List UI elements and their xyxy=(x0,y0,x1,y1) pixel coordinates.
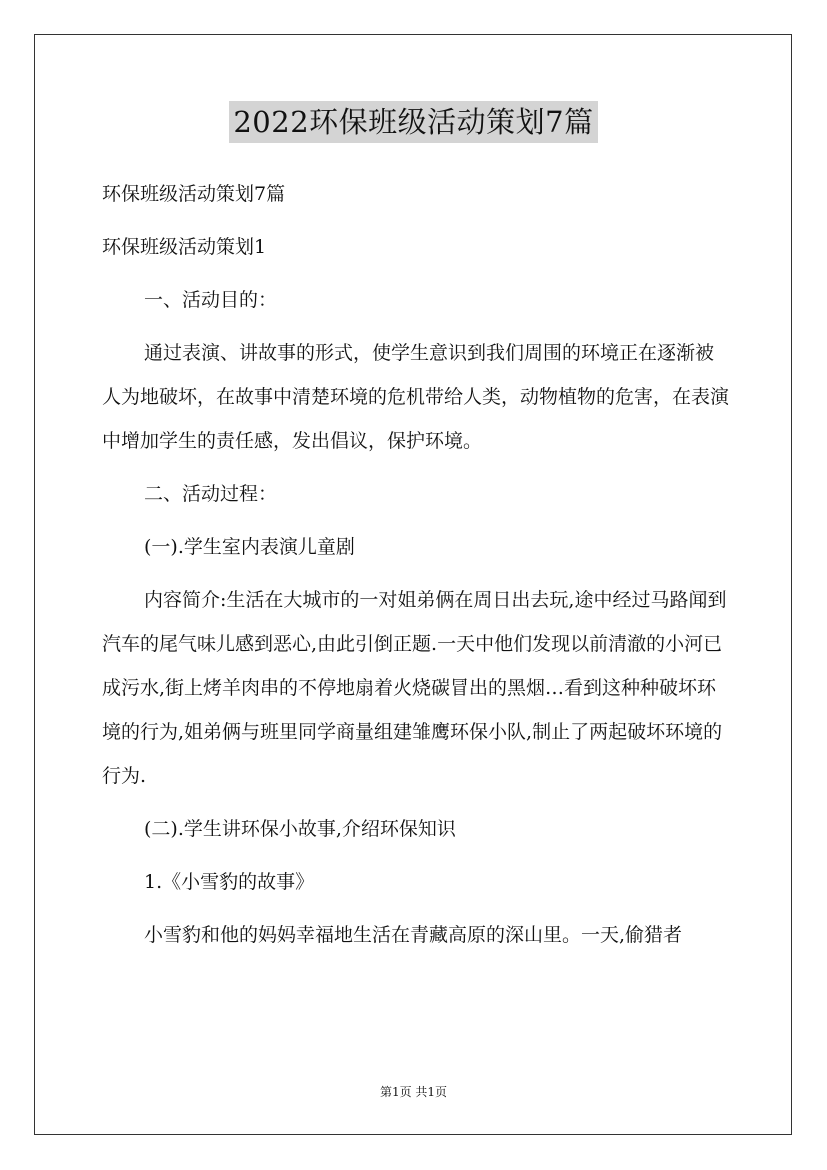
page-footer: 第1页 共1页 xyxy=(379,1085,448,1099)
paragraph-story-text: 小雪豹和他的妈妈幸福地生活在青藏高原的深山里。一天,偷猎者 xyxy=(144,924,683,946)
paragraph-story-title: 1.《小雪豹的故事》 xyxy=(144,871,315,893)
paragraph-part-two-heading: (二).学生讲环保小故事,介绍环保知识 xyxy=(144,818,456,840)
paragraph-part-one-heading: (一).学生室内表演儿童剧 xyxy=(144,536,355,558)
paragraph-section-heading: 环保班级活动策划1 xyxy=(102,236,267,258)
paragraph-process-heading: 二、活动过程： xyxy=(144,483,278,505)
paragraph-goal-heading: 一、活动目的： xyxy=(144,289,278,311)
document-body xyxy=(102,172,732,966)
paragraph-subtitle: 环保班级活动策划7篇 xyxy=(102,183,286,205)
title-container xyxy=(0,101,827,143)
paragraph-goal-text: 通过表演、讲故事的形式，使学生意识到我们周围的环境正在逐渐被人为地破坏，在故事中清楚环境的危机带给人类，动物植物的危害，在表演中增加学生的责任感，发出倡议，保护环境。 xyxy=(102,342,730,452)
document-title: 2022环保班级活动策划7篇 xyxy=(229,101,597,143)
paragraph-part-one-text: 内容简介:生活在大城市的一对姐弟俩在周日出去玩,途中经过马路闻到汽车的尾气味儿感到恶心,由此引倒正题.一天中他们发现以前清澈的小河已成污水,街上烤羊肉串的不停地扇着火烧碳冒出的黑烟…看到这种种破坏环境的行为,姐弟俩与班里同学商量组建雏鹰环保小队,制止了两起破坏环境的行为. xyxy=(102,589,727,787)
